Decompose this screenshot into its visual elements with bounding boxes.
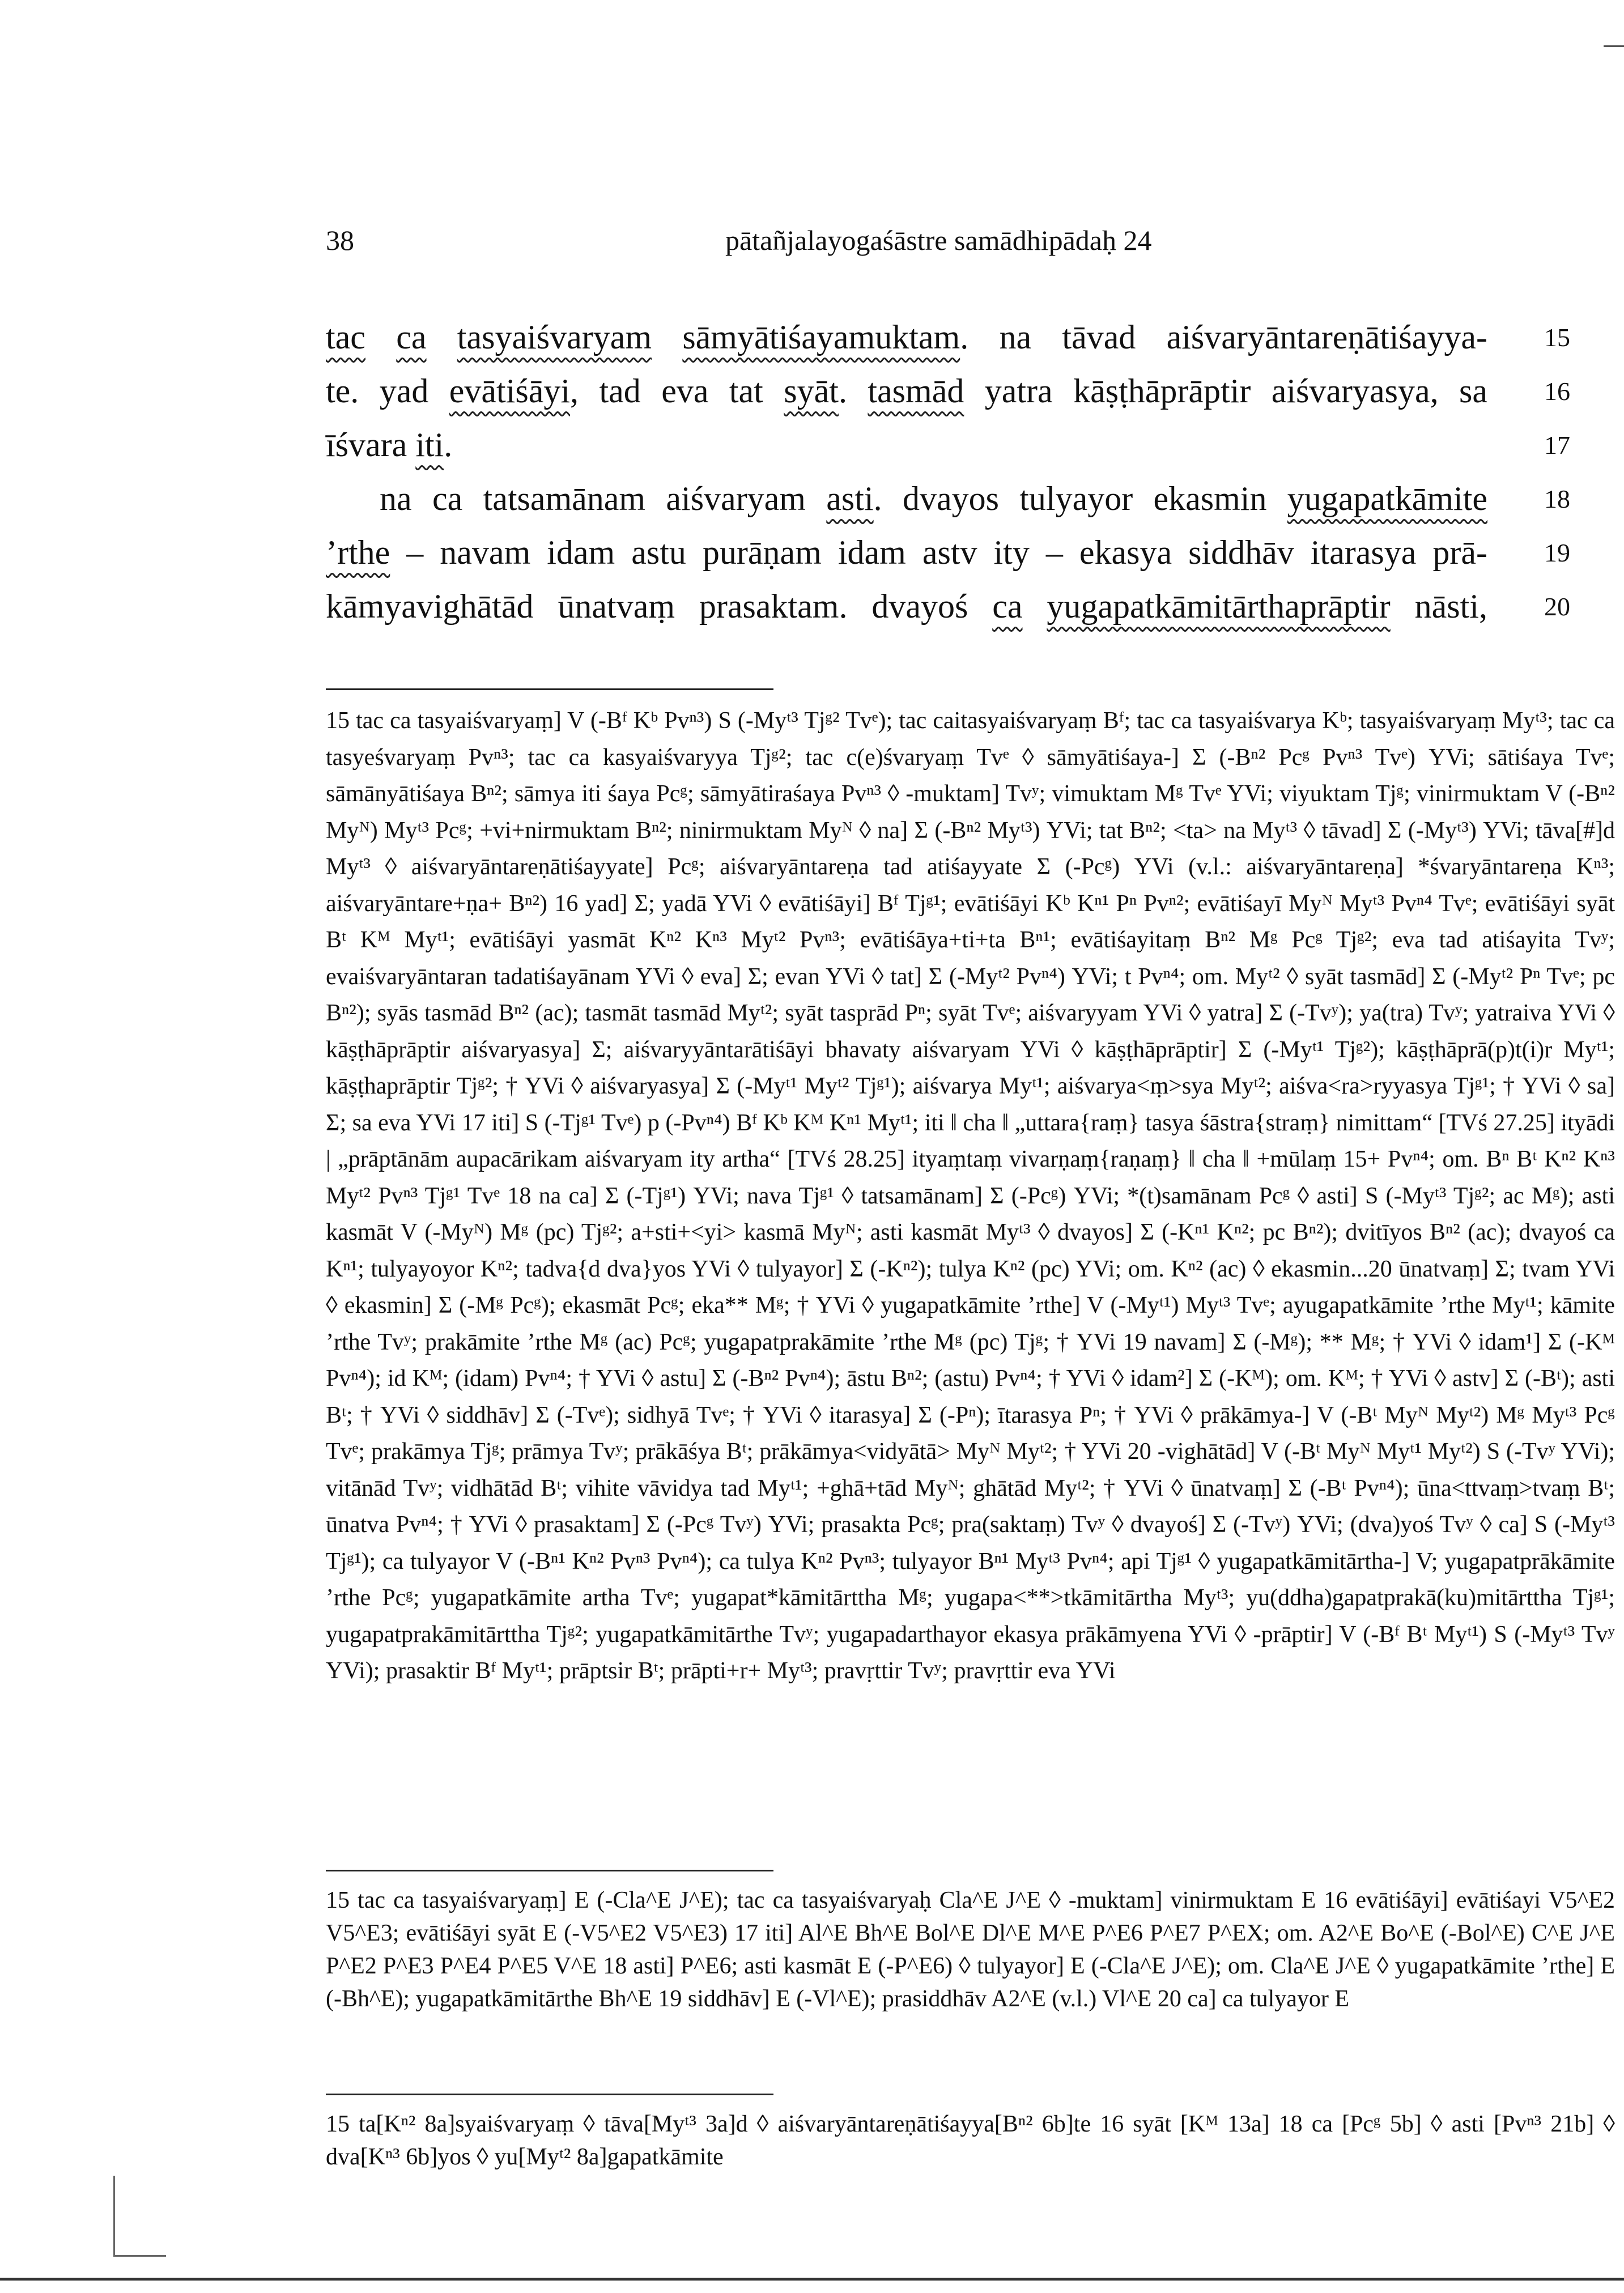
text-segment [1022,588,1047,625]
main-text-line [326,526,1487,580]
line-numbers [1544,310,1589,633]
margin-mark [113,2176,166,2257]
text-segment: na ca tatsamānam aiśvaryam [380,480,827,517]
text-segment: kāmyavighātād ūnatvaṃ prasaktam. dvayoś [326,588,993,625]
line-number: 20 [1544,592,1570,621]
page-number: 38 [326,224,354,256]
underlined-segment: tasyaiśvaryam [457,318,652,356]
main-text-line [326,364,1487,418]
text-segment: . [838,372,868,410]
underlined-segment: yugapatkāmitārthaprāptir [1047,588,1391,625]
underlined-segment: tac [326,318,365,356]
text-segment: – navam idam astu purāṇam idam astv ity – ekasya siddhāv itarasya prā- [390,534,1487,571]
text-segment: yatra kāṣṭhāprāptir aiśvaryasya, sa [964,372,1487,410]
text-segment: īśvara [326,426,416,463]
text-segment: . [444,426,453,463]
main-text-block [326,310,1487,633]
sigla-apparatus: 15 tac ca tasyaiśvaryaṃ] V (-Bᶠ Kᵇ Pvⁿ³) S (-Myᵗ³ Tjᵍ² Tvᵉ); tac caitasyaiśvaryaṃ Bᶠ; tac ca tasyaiśvarya Kᵇ; tasyaiśvaryaṃ Myᵗ³; tac ca tasyeśvaryaṃ Pvⁿ³; tac ca kasyaiśvaryya Tjᵍ²; tac c(e)śvaryaṃ Tvᵉ ◊ sāmyātiśaya-] Σ (-Bⁿ² Pcᵍ Pvⁿ³ Tvᵉ) YVi; sātiśaya Tvᵉ; sāmānyātiśaya Bⁿ²; sāmya iti śaya Pcᵍ; sāmyātiraśaya Pvⁿ³ ◊ -muktam] Tvʸ; vimuktam Mᵍ Tvᵉ YVi; viyuktam Tjᵍ; vinirmuktam V (-Bⁿ² Myᴺ) Myᵗ³ Pcᵍ; +vi+nirmuktam Bⁿ²; ninirmuktam Myᴺ ◊ na] Σ (-Bⁿ² Myᵗ³) YVi; tat Bⁿ²; <ta> na Myᵗ³ ◊ tāvad] Σ (-Myᵗ³) YVi; tāva[#]d Myᵗ³ ◊ aiśvaryāntareṇātiśayyate] Pcᵍ; aiśvaryāntareṇa tad atiśayyate Σ (-Pcᵍ) YVi (v.l.: aiśvaryāntareṇa] *śvaryāntareṇa Kⁿ³; aiśvaryāntare+ṇa+ Bⁿ²) 16 yad] Σ; yadā YVi ◊ evātiśāyi] Bᶠ Tjᵍ¹; evātiśāyi Kᵇ Kⁿ¹ Pⁿ Pvⁿ²; evātiśayī Myᴺ Myᵗ³ Pvⁿ⁴ Tvᵉ; evātiśāyi syāt Bᵗ Kᴹ Myᵗ¹; evātiśāyi yasmāt Kⁿ² Kⁿ³ Myᵗ² Pvⁿ³; evātiśāya+ti+ta Bⁿ¹; evātiśayitaṃ Bⁿ² Mᵍ Pcᵍ Tjᵍ²; eva tad atiśayita Tvʸ; evaiśvaryāntaran tadatiśayānam YVi ◊ eva] Σ; evan YVi ◊ tat] Σ (-Myᵗ² Pvⁿ⁴) YVi; t Pvⁿ⁴; om. Myᵗ² ◊ syāt tasmād] Σ (-Myᵗ² Pⁿ Tvᵉ; pc Bⁿ²); syās tasmād Bⁿ² (ac); tasmāt tasmād Myᵗ²; syāt tasprād Pⁿ; syāt Tvᵉ; aiśvaryyam YVi ◊ yatra] Σ (-Tvʸ); ya(tra) Tvʸ; yatraiva YVi ◊ kāṣṭhāprāptir aiśvaryasya] Σ; aiśvaryyāntarātiśāyi bhavaty aiśvaryam YVi ◊ kāṣṭhāprāptir] Σ (-Myᵗ¹ Tjᵍ²); kāṣṭhāprā(p)t(i)r Myᵗ¹; kāṣṭhaprāptir Tjᵍ²; † YVi ◊ aiśvaryasya] Σ (-Myᵗ¹ Myᵗ² Tjᵍ¹); aiśvarya Myᵗ¹; aiśvarya<ṃ>sya Myᵗ²; aiśva<ra>ryyasya Tjᵍ¹; † YVi ◊ sa] Σ; sa eva YVi 17 iti] S (-Tjᵍ¹ Tvᵉ) p (-Pvⁿ⁴) Bᶠ Kᵇ Kᴹ Kⁿ¹ Myᵗ¹; iti ‖ cha ‖ „uttara{raṃ} tasya śāstra{straṃ} nimittam“ [TVś 27.25] ityādi | „prāptānām aupacārikam aiśvaryam ity artha“ [TVś 28.25] ityaṃtaṃ vivarṇaṃ{raṇaṃ} ‖ cha ‖ +mūlaṃ 15+ Pvⁿ⁴; om. Bⁿ Bᵗ Kⁿ² Kⁿ³ Myᵗ² Pvⁿ³ Tjᵍ¹ Tvᵉ 18 na ca] Σ (-Tjᵍ¹) YVi; nava Tjᵍ¹ ◊ tatsamānam] Σ (-Pcᵍ) YVi; *(t)samānam Pcᵍ ◊ asti] S (-Myᵗ³ Tjᵍ²; ac Mᵍ); asti kasmāt V (-Myᴺ) Mᵍ (pc) Tjᵍ²; a+sti+<yi> kasmā Myᴺ; asti kasmāt Myᵗ³ ◊ dvayos] Σ (-Kⁿ¹ Kⁿ²; pc Bⁿ²); dvitīyos Bⁿ² (ac); dvayoś ca Kⁿ¹; tulyayoyor Kⁿ²; tadva{d dva}yos YVi ◊ tulyayor] Σ (-Kⁿ²); tulya Kⁿ² (pc) YVi; om. Kⁿ² (ac) ◊ ekasmin...20 ūnatvaṃ] Σ; tvam YVi ◊ ekasmin] Σ (-Mᵍ Pcᵍ); ekasmāt Pcᵍ; eka** Mᵍ; † YVi ◊ yugapatkāmite ’rthe] V (-Myᵗ¹) Myᵗ³ Tvᵉ; ayugapatkāmite ’rthe Myᵗ¹; kāmite ’rthe Tvʸ; prakāmite ’rthe Mᵍ (ac) Pcᵍ; yugapatprakāmite ’rthe Mᵍ (pc) Tjᵍ; † YVi 19 navam] Σ (-Mᵍ); ** Mᵍ; † YVi ◊ idam¹] Σ (-Kᴹ Pvⁿ⁴); id Kᴹ; (idam) Pvⁿ⁴; † YVi ◊ astu] Σ (-Bⁿ² Pvⁿ⁴); āstu Bⁿ²; (astu) Pvⁿ⁴; † YVi ◊ idam²] Σ (-Kᴹ); om. Kᴹ; † YVi ◊ astv] Σ (-Bᵗ); asti Bᵗ; † YVi ◊ siddhāv] Σ (-Tvᵉ); sidhyā Tvᵉ; † YVi ◊ itarasya] Σ (-Pⁿ); ītarasya Pⁿ; † YVi ◊ prākāmya-] V (-Bᵗ Myᴺ Myᵗ²) Mᵍ Myᵗ³ Pcᵍ Tvᵉ; prakāmya Tjᵍ; prāmya Tvʸ; prākāśya Bᵗ; prākāmya<vidyātā> Myᴺ Myᵗ²; † YVi 20 -vighātād] V (-Bᵗ Myᴺ Myᵗ¹ Myᵗ²) S (-Tvʸ YVi); vitānād Tvʸ; vidhātād Bᵗ; vihite vāvidya tad Myᵗ¹; +ghā+tād Myᴺ; ghātād Myᵗ²; † YVi ◊ ūnatvaṃ] Σ (-Bᵗ Pvⁿ⁴); ūna<ttvaṃ>tvaṃ Bᵗ; ūnatva Pvⁿ⁴; † YVi ◊ prasaktam] Σ (-Pcᵍ Tvʸ) YVi; prasakta Pcᵍ; pra(saktaṃ) Tvʸ ◊ dvayoś] Σ (-Tvʸ) YVi; (dva)yoś Tvʸ ◊ ca] S (-Myᵗ³ Tjᵍ¹); ca tulyayor V (-Bⁿ¹ Kⁿ² Pvⁿ³ Pvⁿ⁴); ca tulya Kⁿ² Pvⁿ³; tulyayor Bⁿ¹ Myᵗ³ Pvⁿ⁴; api Tjᵍ¹ ◊ yugapatkāmitārtha-] V; yugapatprākāmite ’rthe Pcᵍ; yugapatkāmite artha Tvᵉ; yugapat*kāmitārttha Mᵍ; yugapa<**>tkāmitārtha Myᵗ³; yu(ddha)gapatprakā(ku)mitārttha Tjᵍ¹; yugapatprakāmitārttha Tjᵍ²; yugapatkāmitārthe Tvʸ; yugapadarthayor ekasya prākāmyena YVi ◊ -prāptir] V (-Bᶠ Bᵗ Myᵗ¹) S (-Myᵗ³ Tvʸ YVi); prasaktir Bᶠ Myᵗ¹; prāptsir Bᵗ; prāpti+r+ Myᵗ³; pravṛttir Tvʸ; pravṛttir eva YVi [326,708,1615,1684]
line-number: 15 [1544,323,1570,352]
underlined-segment: iti [415,426,444,463]
text-segment [652,318,682,356]
text-segment: . dvayos tulyayor ekasmin [873,480,1287,517]
scan-mark [1604,45,1624,47]
folio-separator-rule [326,2094,773,2095]
main-text-line [326,418,1487,472]
underlined-segment: yugapatkāmite [1287,480,1487,517]
text-segment: te. yad [326,372,449,410]
text-segment: , tad eva tat [570,372,784,410]
underlined-segment: evātiśāyi [449,372,571,410]
editions-apparatus: 15 tac ca tasyaiśvaryaṃ] E (-Cla^E J^E); tac ca tasyaiśvaryaḥ Cla^E J^E ◊ -muktam] vinirmuktam E 16 evātiśāyi] evātiśayi V5^E2 V5^E3; evātiśāyi syāt E (-V5^E2 V5^E3) 17 iti] Al^E Bh^E Bol^E Dl^E M^E P^E6 P^E7 P^EX; om. A2^E Bo^E (-Bol^E) C^E J^E P^E2 P^E3 P^E4 P^E5 V^E 18 asti] P^E6; asti kasmāt E (-P^E6) ◊ tulyayor] E (-Cla^E J^E); om. Cla^E J^E ◊ yugapatkāmite ’rthe] E (-Bh^E); yugapatkāmitārthe Bh^E 19 siddhāv] E (-Vl^E); prasiddhāv A2^E (v.l.) Vl^E 20 ca] ca tulyayor E [326,1887,1615,2012]
line-number: 18 [1544,484,1570,513]
apparatus-separator-rule [326,688,773,690]
underlined-segment: asti [826,480,874,517]
underlined-segment: syāt [784,372,839,410]
underlined-segment: tasmād [868,372,964,410]
text-segment [427,318,457,356]
scan-bottom-edge [0,2278,1624,2281]
running-title: pātañjalayogaśāstre samādhipādaḥ 24 [725,224,1152,256]
underlined-segment: ’rthe [326,534,390,571]
line-number: 16 [1544,377,1570,406]
main-text-line [326,580,1487,633]
underlined-segment: sāmyātiśayamuktam [682,318,960,356]
editions-separator-rule [326,1870,773,1871]
line-number: 19 [1544,538,1570,567]
text-segment [365,318,396,356]
main-text-line [326,472,1487,526]
line-number: 17 [1544,431,1570,460]
text-segment: nāsti, [1390,588,1487,625]
main-text-line [326,310,1487,364]
text-segment: . na tāvad aiśvaryāntareṇātiśayya- [960,318,1487,356]
underlined-segment: ca [992,588,1023,625]
folio-apparatus: 15 ta[Kⁿ² 8a]syaiśvaryaṃ ◊ tāva[Myᵗ³ 3a]d ◊ aiśvaryāntareṇātiśayya[Bⁿ² 6b]te 16 syāt [Kᴹ 13a] 18 ca [Pcᵍ 5b] ◊ asti [Pvⁿ³ 21b] ◊ dva[Kⁿ³ 6b]yos ◊ yu[Myᵗ² 8a]gapatkāmite [326,2111,1615,2170]
underlined-segment: ca [396,318,427,356]
